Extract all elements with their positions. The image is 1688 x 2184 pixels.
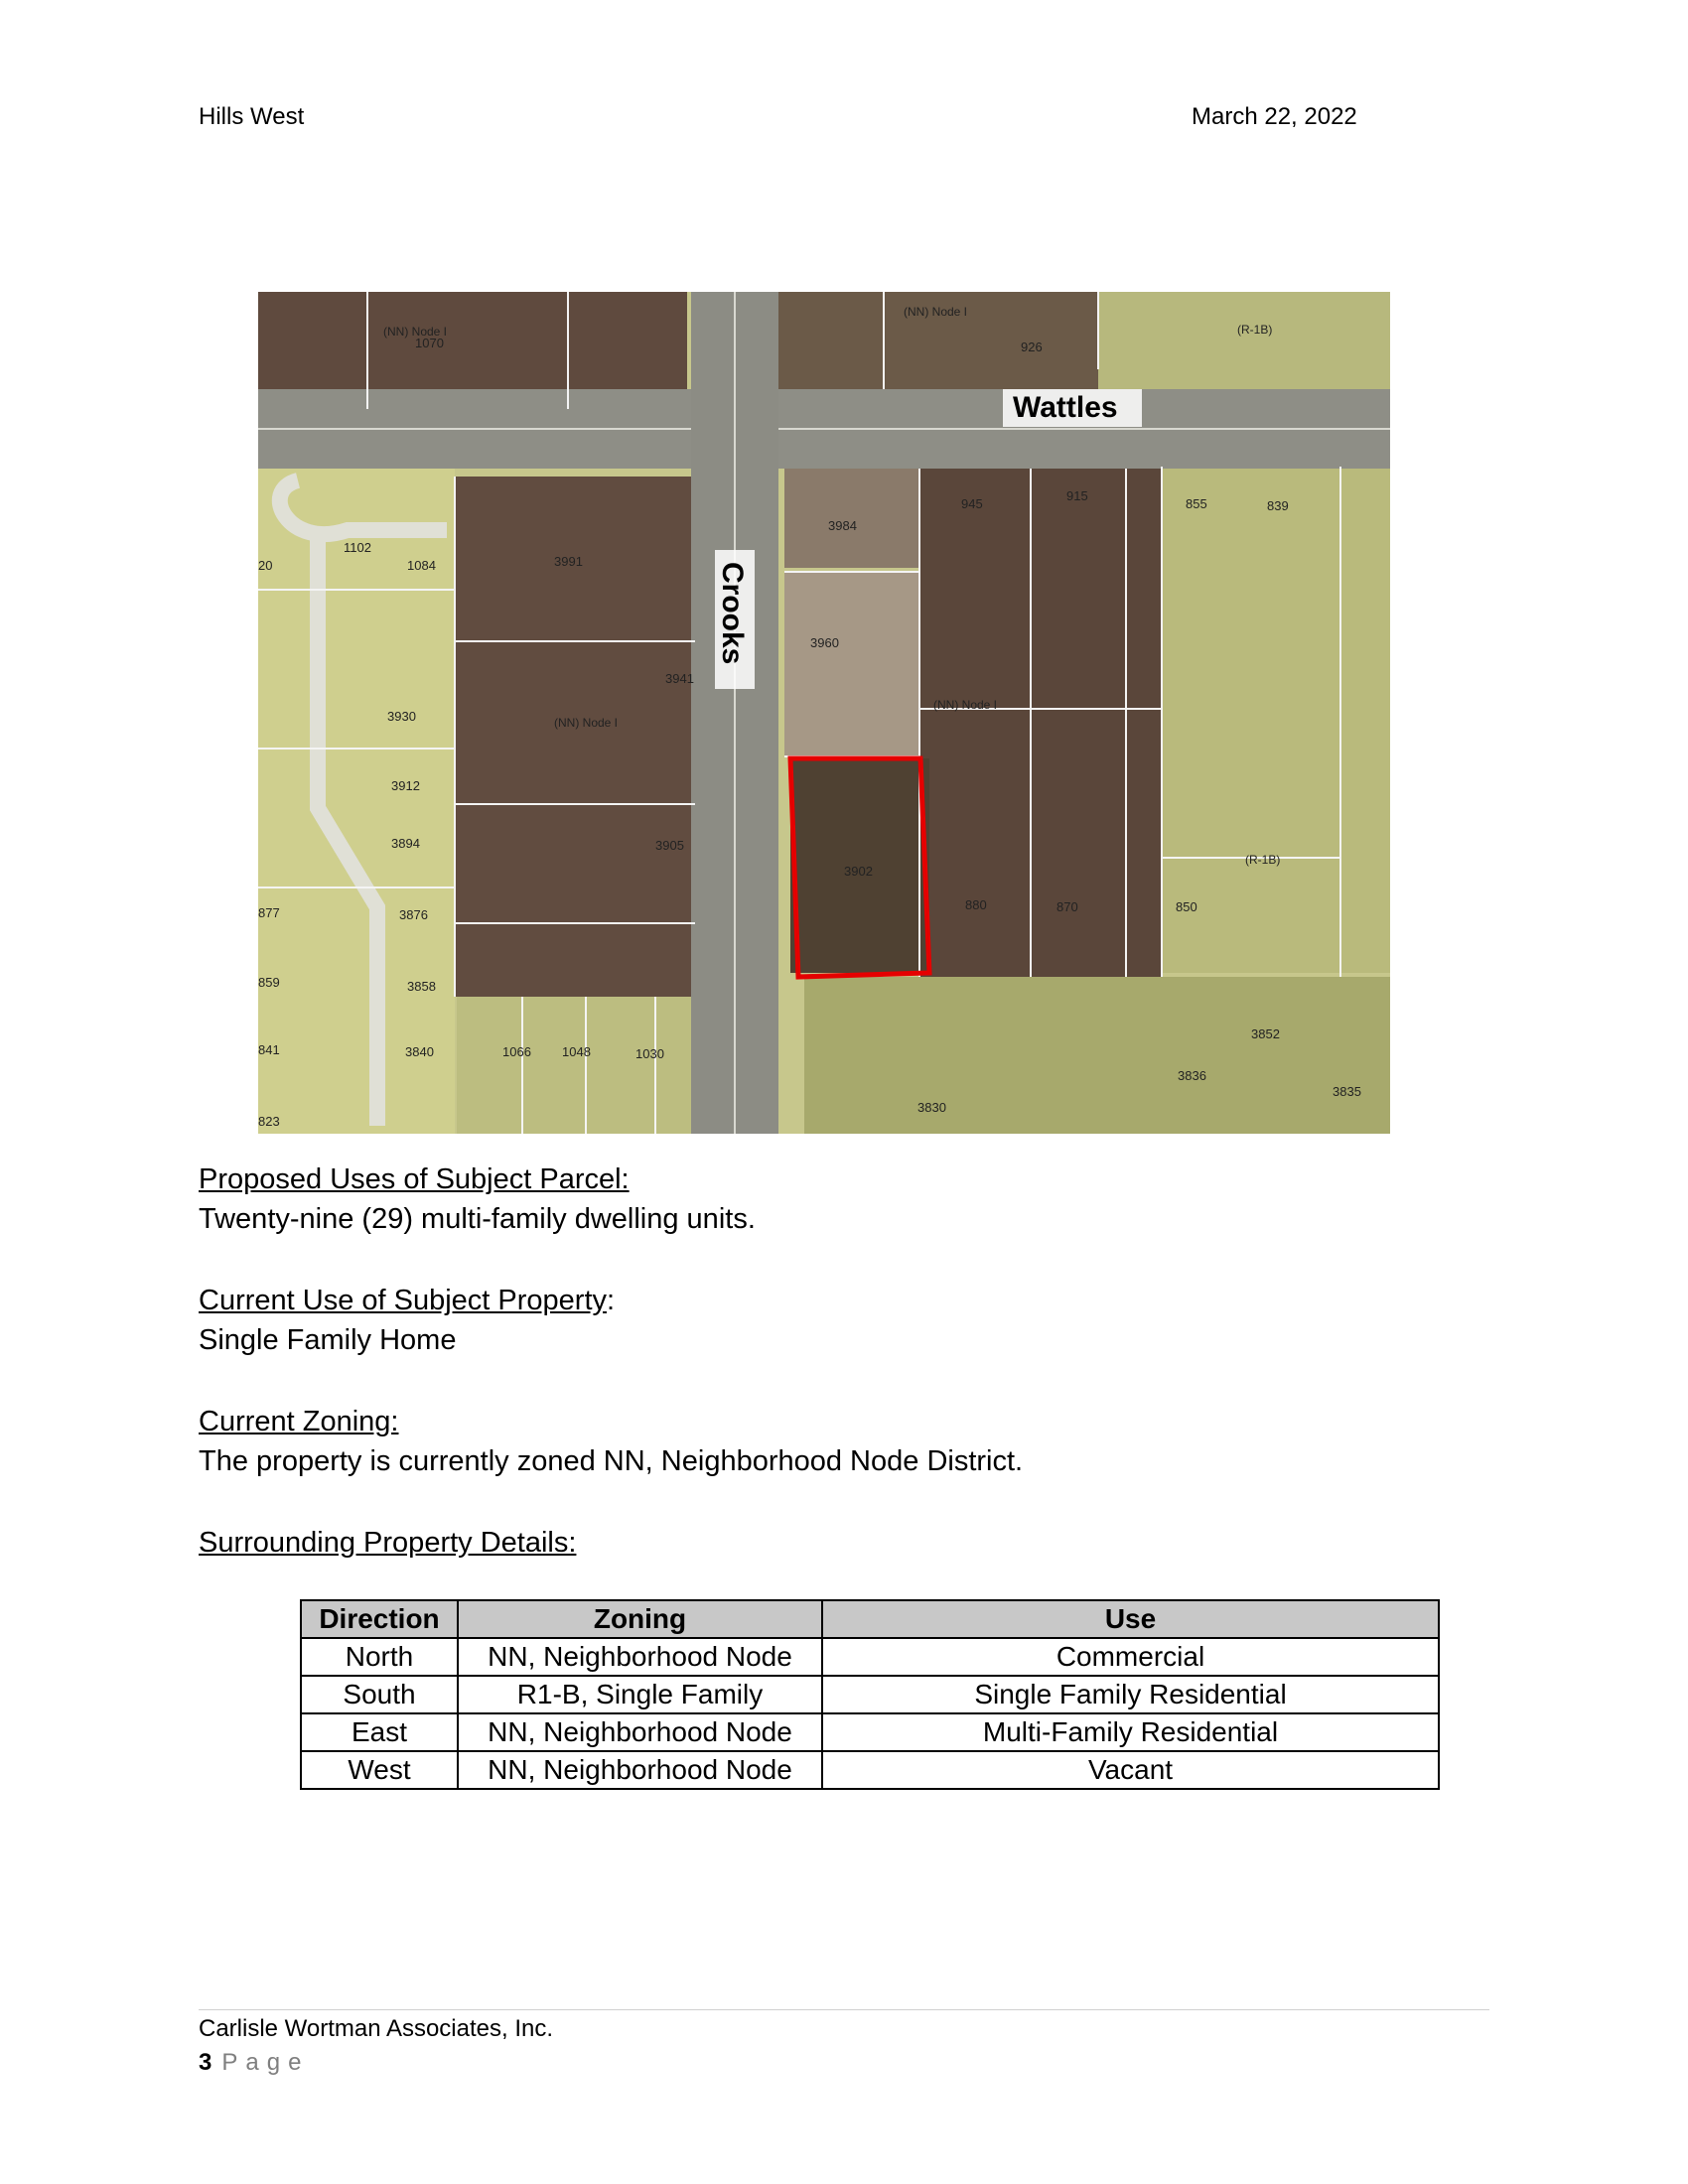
surrounding-property-table (300, 1599, 1440, 1790)
proposed-uses-section (199, 1160, 756, 1239)
header-date: March 22, 2022 (1192, 103, 1357, 130)
aerial-zoning-map (258, 292, 1390, 1134)
table-cell: Single Family Residential (822, 1676, 1439, 1713)
parcel-number: 877 (258, 905, 280, 920)
parcel-number: 3984 (828, 518, 857, 533)
table-cell: South (301, 1676, 458, 1713)
surrounding-heading: Surrounding Property Details: (199, 1527, 577, 1559)
table-row (301, 1751, 1439, 1789)
table-cell: Commercial (822, 1638, 1439, 1676)
table-cell: Multi-Family Residential (822, 1713, 1439, 1751)
parcel-number: 859 (258, 975, 280, 990)
current-zoning-body: The property is currently zoned NN, Neighborhood Node District. (199, 1445, 1024, 1477)
footer-company: Carlisle Wortman Associates, Inc. (199, 2015, 554, 2042)
parcel-number: 3905 (655, 838, 684, 853)
header-title: Hills West (199, 103, 305, 130)
parcel-number: 870 (1056, 899, 1078, 914)
proposed-uses-body: Twenty-nine (29) multi-family dwelling units. (199, 1203, 756, 1235)
current-use-section (199, 1281, 615, 1360)
parcel-number: 3835 (1333, 1084, 1361, 1099)
parcel-number: 3840 (405, 1044, 434, 1059)
table-header-row (301, 1600, 1439, 1638)
table-cell: West (301, 1751, 458, 1789)
parcel-number: 3930 (387, 709, 416, 724)
parcel-number: 3902 (844, 864, 873, 879)
parcel-number: 3830 (917, 1100, 946, 1115)
parcel-number: 3852 (1251, 1026, 1280, 1041)
road-label-crooks: Crooks (716, 562, 749, 665)
parcel-number: 3912 (391, 778, 420, 793)
page-number: 3 (199, 2049, 212, 2076)
parcel-number: 1084 (407, 558, 436, 573)
parcel-number: 3858 (407, 979, 436, 994)
parcel-number: 3894 (391, 836, 420, 851)
parcel-number: 945 (961, 496, 983, 511)
current-use-body: Single Family Home (199, 1324, 457, 1356)
ne-lawn (1098, 292, 1390, 389)
parcel-number: 850 (1176, 899, 1197, 914)
page-word: Page (221, 2049, 310, 2076)
current-use-heading: Current Use of Subject Property (199, 1285, 608, 1316)
parcel-number: 880 (965, 897, 987, 912)
table-cell: NN, Neighborhood Node (458, 1638, 822, 1676)
parcel-number: 926 (1021, 340, 1043, 354)
surrounding-section (199, 1523, 576, 1563)
parcel-number: 1070 (415, 336, 444, 350)
parcel-number: 3836 (1178, 1068, 1206, 1083)
parcel-number: 841 (258, 1042, 280, 1057)
zoning-label-r1b: (R-1B) (1245, 853, 1281, 867)
parcel-number: 3960 (810, 635, 839, 650)
commercial-lot-3960 (784, 572, 919, 756)
road-label-wattles: Wattles (1013, 391, 1118, 424)
current-use-colon: : (607, 1285, 616, 1316)
parcel-number: 1048 (562, 1044, 591, 1059)
south-west-lots (457, 997, 721, 1134)
parcel-number: 3941 (665, 671, 694, 686)
current-zoning-heading: Current Zoning: (199, 1406, 399, 1437)
table-cell: Vacant (822, 1751, 1439, 1789)
footer-divider (199, 2009, 1489, 2010)
table-cell: NN, Neighborhood Node (458, 1713, 822, 1751)
zoning-label-nn: (NN) Node I (904, 305, 968, 319)
parcel-number: 3876 (399, 907, 428, 922)
table-row (301, 1713, 1439, 1751)
zoning-label-nn: (NN) Node I (933, 698, 998, 712)
parcel-number: 839 (1267, 498, 1289, 513)
table-cell: East (301, 1713, 458, 1751)
column-header-direction: Direction (301, 1600, 458, 1638)
table-row (301, 1676, 1439, 1713)
parcel-number: 855 (1186, 496, 1207, 511)
zoning-label-nn: (NN) Node I (554, 716, 619, 730)
column-header-zoning: Zoning (458, 1600, 822, 1638)
current-zoning-section (199, 1402, 1023, 1481)
parcel-number: 1030 (635, 1046, 664, 1061)
proposed-uses-heading: Proposed Uses of Subject Parcel: (199, 1163, 630, 1195)
footer-page-number (199, 2049, 309, 2077)
column-header-use: Use (822, 1600, 1439, 1638)
table-cell: R1-B, Single Family (458, 1676, 822, 1713)
zoning-label-nn: (NN) Node I (383, 325, 448, 339)
parcel-number: 823 (258, 1114, 280, 1129)
parcel-number: 3991 (554, 554, 583, 569)
table-row (301, 1638, 1439, 1676)
south-lawn (804, 977, 1390, 1134)
parcel-number: 915 (1066, 488, 1088, 503)
parcel-number: 1102 (344, 540, 371, 555)
table-cell: North (301, 1638, 458, 1676)
table-cell: NN, Neighborhood Node (458, 1751, 822, 1789)
parcel-number: 20 (258, 558, 273, 573)
zoning-label-r1b: (R-1B) (1237, 323, 1273, 337)
east-lawn (1162, 467, 1390, 973)
parcel-number: 1066 (502, 1044, 531, 1059)
